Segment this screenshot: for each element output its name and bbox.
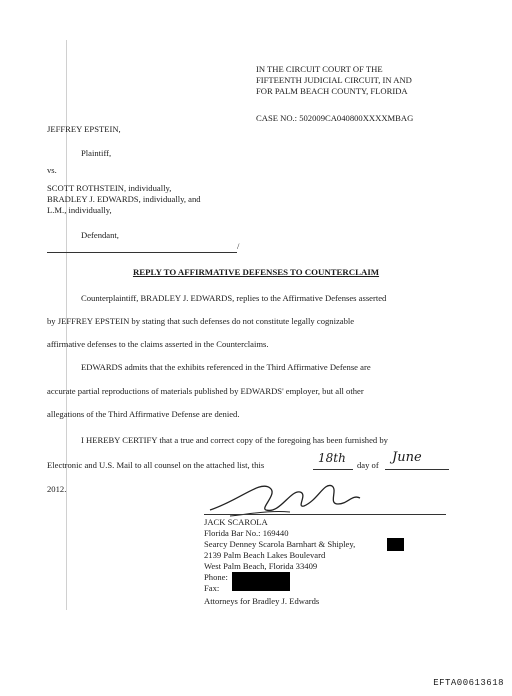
plaintiff-name: JEFFREY EPSTEIN, bbox=[47, 124, 121, 134]
address-line-1: 2139 Palm Beach Lakes Boulevard bbox=[204, 550, 326, 560]
para3-line2a: Electronic and U.S. Mail to all counsel on the attached list, this bbox=[47, 460, 265, 470]
redaction-box bbox=[232, 572, 290, 591]
handwritten-day: 18th bbox=[318, 451, 346, 465]
defendant-role: Defendant, bbox=[81, 230, 119, 240]
firm-name: Searcy Denney Scarola Barnhart & Shipley, bbox=[204, 539, 356, 549]
court-line-1: IN THE CIRCUIT COURT OF THE bbox=[256, 64, 383, 74]
caption-rule bbox=[47, 252, 237, 253]
redaction-box bbox=[387, 538, 404, 551]
attorneys-for: Attorneys for Bradley J. Edwards bbox=[204, 596, 320, 606]
case-number: CASE NO.: 502009CA040800XXXXMBAG bbox=[256, 113, 414, 123]
defendant-2: BRADLEY J. EDWARDS, individually, and bbox=[47, 194, 201, 204]
para1-line2: by JEFFREY EPSTEIN by stating that such defenses do not constitute legally cognizable bbox=[47, 316, 355, 326]
month-blank bbox=[385, 469, 449, 470]
signature-mark bbox=[200, 470, 380, 520]
caption-slash: / bbox=[237, 241, 240, 251]
para1-line3: affirmative defenses to the claims asserted in the Counterclaims. bbox=[47, 339, 269, 349]
versus: vs. bbox=[47, 165, 57, 175]
defendant-1: SCOTT ROTHSTEIN, individually, bbox=[47, 183, 172, 193]
plaintiff-role: Plaintiff, bbox=[81, 148, 112, 158]
fax-label: Fax: bbox=[204, 583, 220, 593]
phone-label: Phone: bbox=[204, 572, 228, 582]
court-line-2: FIFTEENTH JUDICIAL CIRCUIT, IN AND bbox=[256, 75, 412, 85]
handwritten-month: June bbox=[392, 450, 422, 465]
para2-line3: allegations of the Third Affirmative Defense are denied. bbox=[47, 409, 240, 419]
para3-year: 2012. bbox=[47, 484, 67, 494]
para3-day-of: day of bbox=[357, 460, 379, 470]
para1-line1: Counterplaintiff, BRADLEY J. EDWARDS, replies to the Affirmative Defenses asserted bbox=[81, 293, 387, 303]
signature-rule bbox=[204, 514, 446, 515]
para2-line1: EDWARDS admits that the exhibits referenced in the Third Affirmative Defense are bbox=[81, 362, 371, 372]
defendant-3: L.M., individually, bbox=[47, 205, 112, 215]
para2-line2: accurate partial reproductions of materials published by EDWARDS' employer, but all other bbox=[47, 386, 364, 396]
bar-number: Florida Bar No.: 169440 bbox=[204, 528, 289, 538]
para3-line1: I HEREBY CERTIFY that a true and correct copy of the foregoing has been furnished by bbox=[81, 435, 388, 445]
address-line-2: West Palm Beach, Florida 33409 bbox=[204, 561, 318, 571]
document-title: REPLY TO AFFIRMATIVE DEFENSES TO COUNTERCLAIM bbox=[132, 267, 380, 277]
document-id: EFTA00613618 bbox=[433, 678, 504, 688]
court-line-3: FOR PALM BEACH COUNTY, FLORIDA bbox=[256, 86, 408, 96]
attorney-name: JACK SCAROLA bbox=[204, 517, 268, 527]
